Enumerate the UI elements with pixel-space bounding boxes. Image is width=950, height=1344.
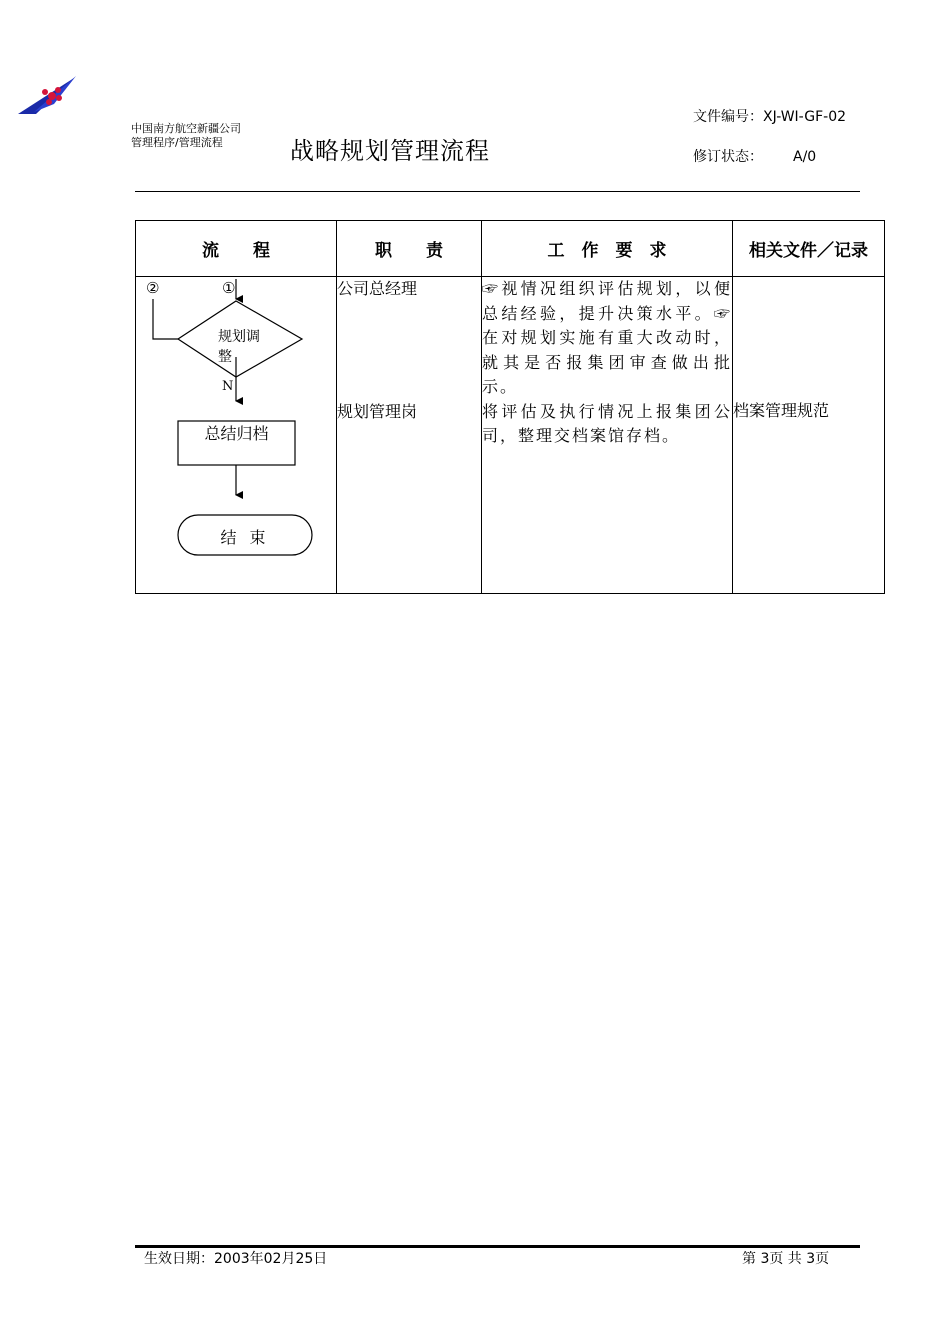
revision-label: 修订状态： <box>693 149 763 165</box>
flow-cell <box>136 277 337 594</box>
header-responsibility: 职 责 <box>337 221 482 277</box>
responsibility-planning: 规划管理岗 <box>337 401 418 421</box>
company-label: 中国南方航空新疆公司 <box>131 122 241 135</box>
requirement-2: 将评估及执行情况上报集团公司，整理交档案馆存档。 <box>482 401 732 445</box>
terminal-label: 结 束 <box>220 528 270 547</box>
page-title: 战略规划管理流程 <box>290 137 490 165</box>
related-doc: 档案管理规范 <box>733 401 830 420</box>
process-label: 总结归档 <box>204 424 269 443</box>
header-flow: 流 程 <box>136 221 337 277</box>
header-requirements: 工 作 要 求 <box>482 221 733 277</box>
related-docs-cell <box>733 277 885 594</box>
revision-value: A/0 <box>793 149 817 165</box>
decision-label: 规划调整 <box>218 329 260 365</box>
company-name <box>131 122 241 150</box>
table-header-row <box>136 221 885 277</box>
flowchart <box>136 277 336 593</box>
no-branch-label: N <box>222 379 234 394</box>
process-table <box>135 220 885 594</box>
revision-status <box>693 146 816 166</box>
requirements-cell <box>482 277 733 594</box>
document-number: 文件编号：XJ-WI-GF-02 <box>693 109 847 125</box>
connector-2: ② <box>146 279 160 297</box>
page-number: 第 3页 共 3页 <box>742 1251 830 1267</box>
document-category: 管理程序/管理流程 <box>131 136 223 149</box>
effective-date: 生效日期：2003年02月25日 <box>144 1251 328 1267</box>
responsibility-gm: 公司总经理 <box>337 279 418 298</box>
responsibility-cell <box>337 277 482 594</box>
requirement-1: ☞视情况组织评估规划，以便总结经验，提升决策水平。☞在对规划实施有重大改动时，就其是否报集团审查做出批示。 <box>482 279 732 396</box>
company-logo-icon <box>14 74 78 120</box>
connector-1: ① <box>222 279 236 297</box>
header-related-docs: 相关文件／记录 <box>733 221 885 277</box>
header-divider <box>135 191 860 192</box>
table-row <box>136 277 885 594</box>
